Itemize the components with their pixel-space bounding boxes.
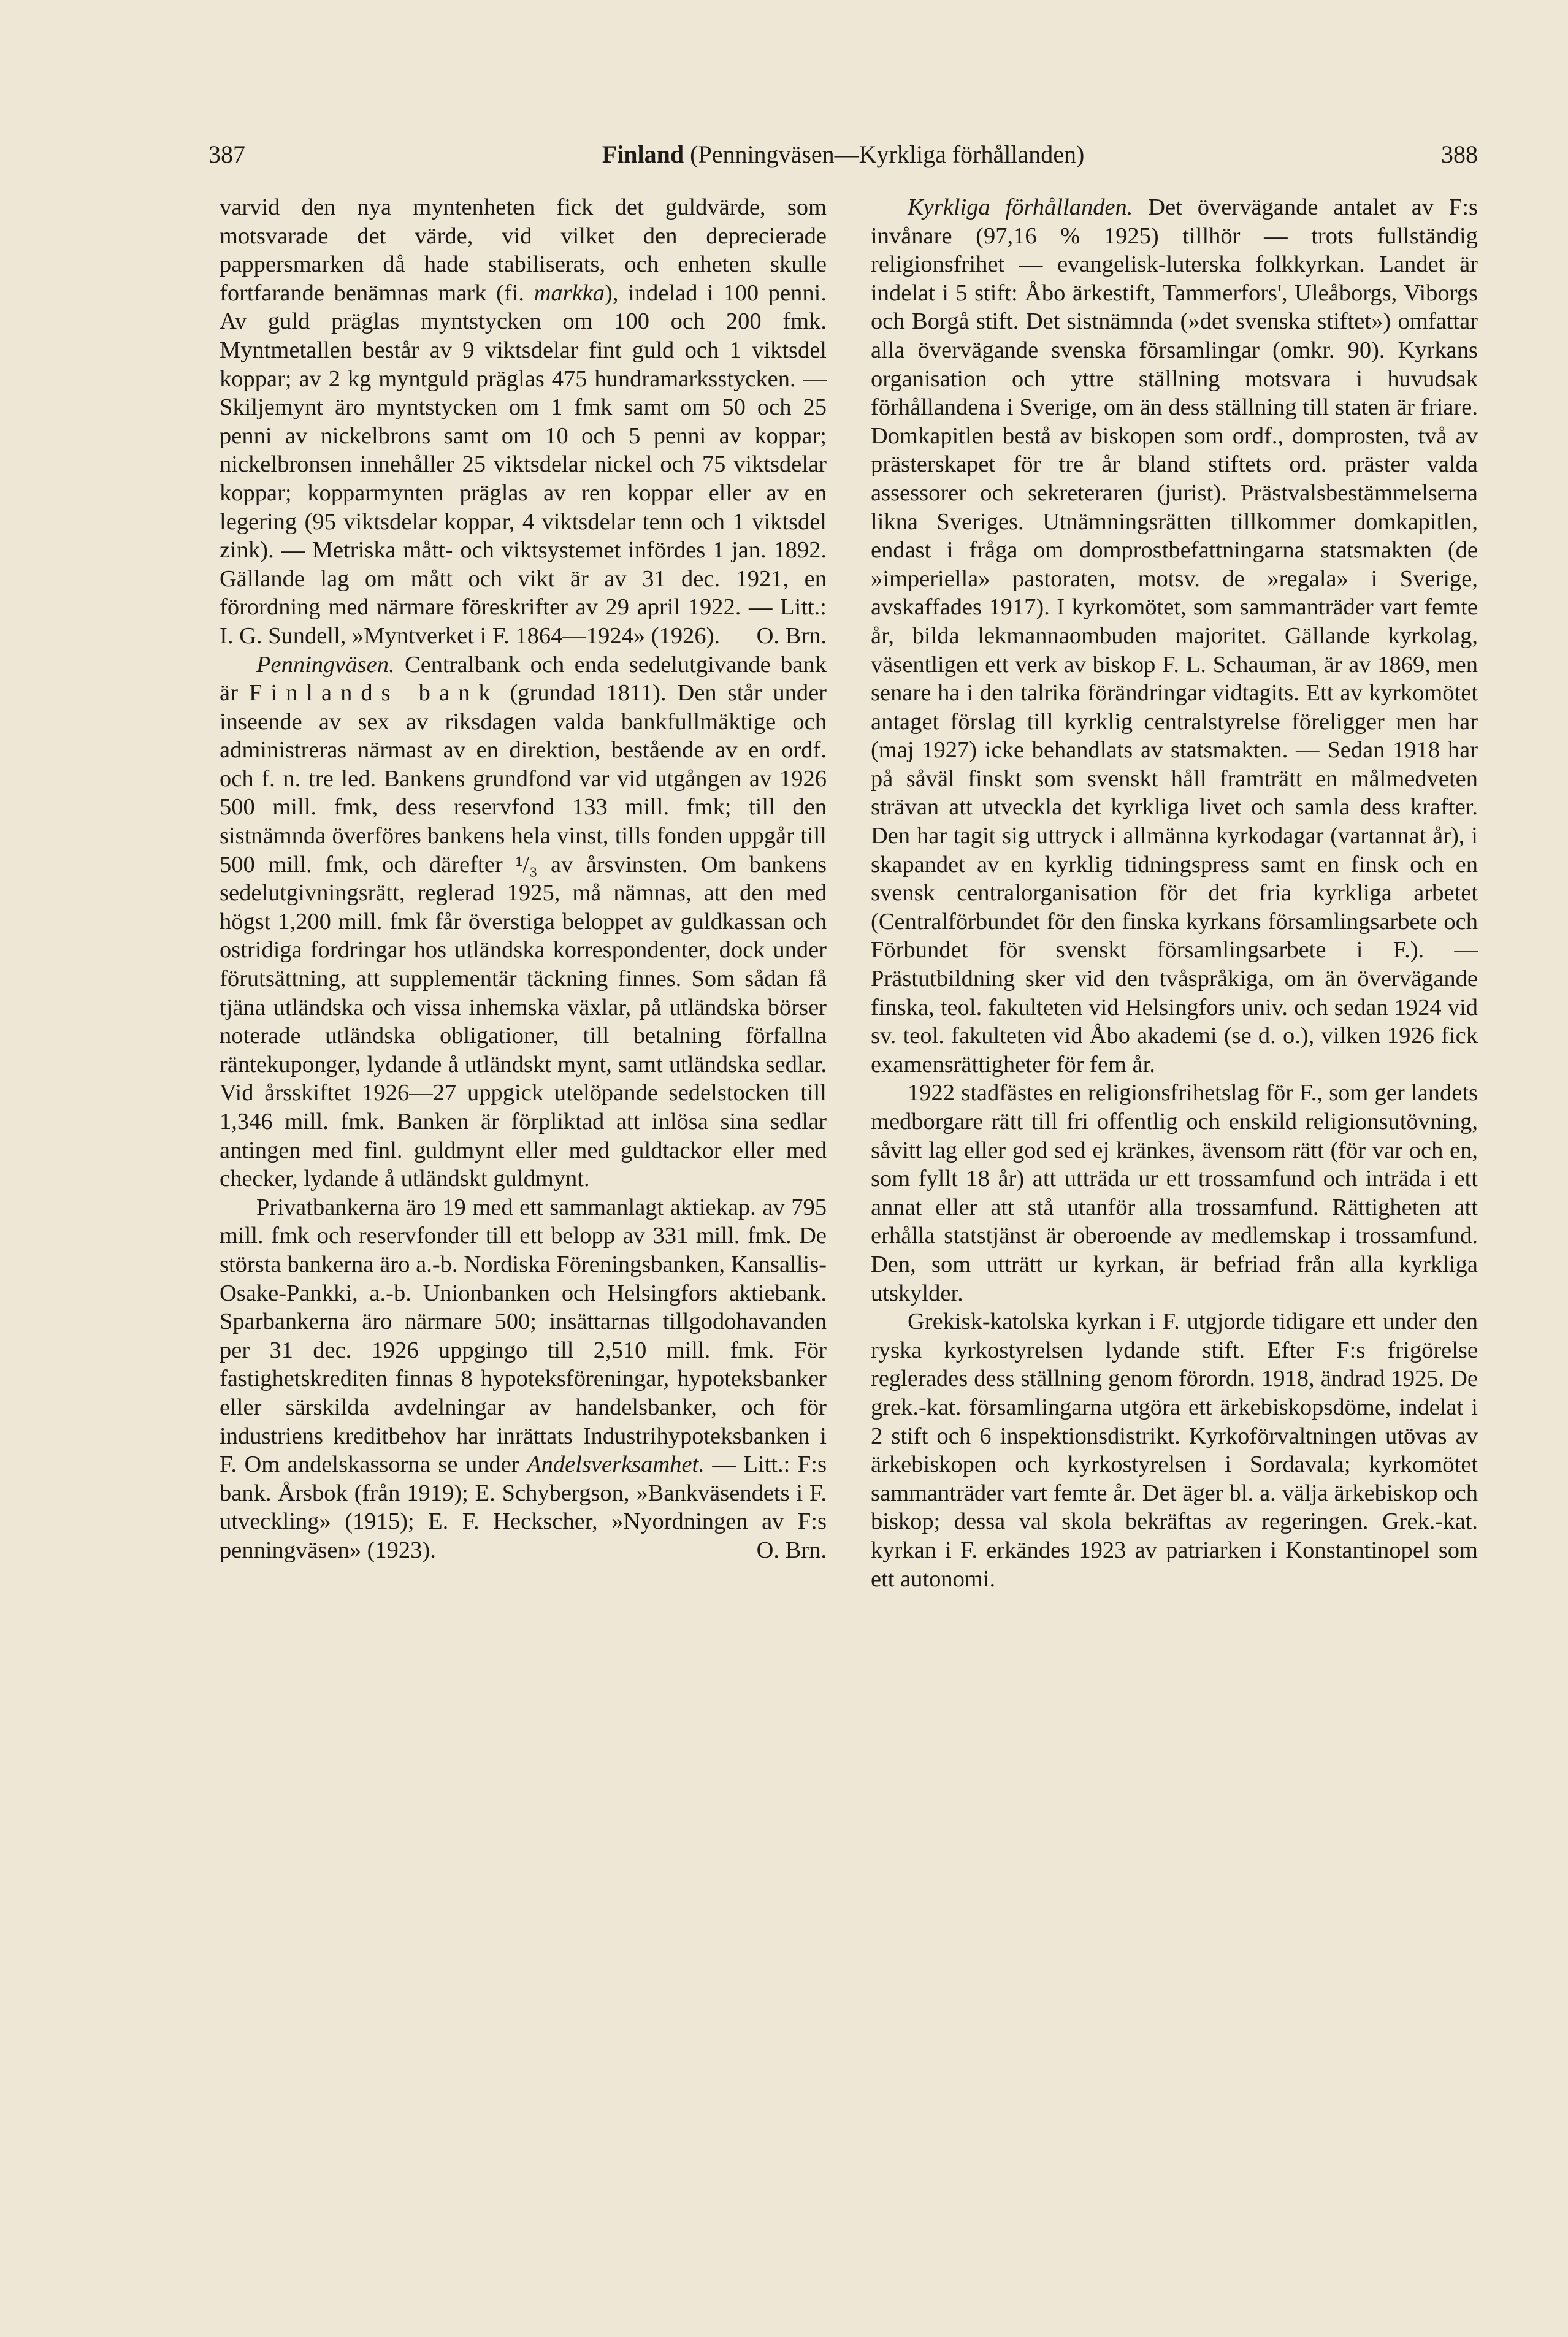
section-heading: Penningväsen.	[256, 651, 395, 678]
page-number-left: 387	[208, 140, 245, 168]
italic-term: markka	[534, 280, 605, 306]
text-run: — Litt.: F:s bank. Årsbok (från 1919); E. Schybergson, »Bankväsendets i F. utveckling» (1915); E. F. Heckscher, »Nyordningen av F:s penningväsen» (1923).	[220, 1452, 827, 1563]
text-run: Centralbank och enda sedelutgivande bank är	[220, 651, 827, 706]
paragraph-religionsfrihet: 1922 stadfästes en religionsfrihetslag för F., som ger landets medborgare rätt till fri offentlig och enskild religionsutövning, såvitt lag eller god sed ej kränkes, ävensom rätt (för var och en, som fyllt 18 år) att utträda ur ett trossamfund och inträda i ett annat eller att stå utanför alla trossamfund. Rättigheten att erhålla statstjänst är oberoende av medlemskap i trossamfund. Den, som utträtt ur kyrkan, är befriad från alla kyrkliga utskylder.	[871, 1080, 1478, 1306]
section-heading: Kyrkliga förhållanden.	[908, 194, 1133, 220]
author-signature: O. Brn.	[756, 1537, 827, 1563]
text-run: ), indelad i 100 penni. Av guld präglas myntstycken om 100 och 200 fmk. Myntmetallen består av 9 viktsdelar fint guld och 1 viktsdel koppar; av 2 kg myntguld präglas 475 hundramarksstycken. — Skiljemynt äro myntstycken om 1 fmk samt om 50 och 25 penni av nickelbrons samt om 10 och 5 penni av koppar; nickelbronsen innehåller 25 viktsdelar nickel och 75 viktsdelar koppar; kopparmynten präglas av ren koppar eller av en legering (95 viktsdelar koppar, 4 viktsdelar tenn och 1 viktsdel zink). — Metriska mått- och viktsystemet infördes 1 jan. 1892. Gällande lag om mått och vikt är av 31 dec. 1921, en förordning med närmare föreskrifter av 29 april 1922. — Litt.: I. G. Sundell, »Myntverket i F. 1864—1924» (1926).	[220, 280, 827, 649]
left-column	[220, 193, 827, 1565]
right-column	[871, 193, 1478, 1593]
paragraph-kyrkliga	[871, 193, 1478, 1079]
running-header	[208, 134, 1478, 177]
cross-reference: Andelsverksamhet.	[527, 1452, 705, 1478]
page-number-right: 388	[1441, 140, 1478, 168]
paragraph-privatbanker	[220, 1193, 827, 1565]
text-run: Privatbankerna äro 19 med ett sammanlagt aktiekap. av 795 mill. fmk och reservfonder till ett belopp av 331 mill. fmk. De största bankerna äro a.-b. Nordiska Föreningsbanken, Kansallis-Osake-Pankki, a.-b. Unionbanken och Helsingfors aktiebank. Sparbankerna äro närmare 500; insättarnas tillgodohavanden per 31 dec. 1926 uppgingo till 2,510 mill. fmk. För fastighetskrediten finnas 8 hypoteksföreningar, hypoteksbanker eller särskilda avdelningar av handelsbanker, och för industriens kreditbehov har inrättats Industrihypoteksbanken i F. Om andelskassorna se under	[220, 1194, 827, 1478]
text-run: varvid den nya myntenheten fick det guldvärde, som motsvarade det värde, vid vilket den deprecierade pappersmarken då hade stabiliserats, och enheten skulle fortfarande benämnas mark (fi.	[220, 194, 827, 306]
text-run: Det övervägande antalet av F:s invånare (97,16 % 1925) tillhör — trots fullständig religionsfrihet — evangelisk-luterska folkkyrkan. Landet är indelat i 5 stift: Åbo ärkestift, Tammerfors', Uleåborgs, Viborgs och Borgå stift. Det sistnämnda (»det svenska stiftet») omfattar alla övervägande svenska församlingar (omkr. 90). Kyrkans organisation och yttre ställning motsvara i huvudsak förhållandena i Sverige, om än dess ställning till staten är friare. Domkapitlen bestå av biskopen som ordf., domprosten, två av prästerskapet för tre år bland stiftets ord. präster valda assessorer och sekreteraren (jurist). Prästvalsbestämmelserna likna Sveriges. Utnämningsrätten tillkommer domkapitlen, endast i fråga om domprostbefattningarna statsmakten (de »imperiella» pastoraten, motsv. de »regala» i Sverige, avskaffades 1917). I kyrkomötet, som sammanträder vart femte år, bilda lekmannaombuden majoritet. Gällande kyrkolag, väsentligen ett verk av biskop F. L. Schauman, är av 1869, men senare ha i den talrika förändringar vidtagits. Ett av kyrkomötet antaget förslag till kyrklig centralstyrelse föreligger men har (maj 1927) icke behandlats av statsmakten. — Sedan 1918 har på såväl finskt som svenskt håll framträtt en målmedveten strävan att utveckla det kyrkliga livet och samla dess krafter. Den har tagit sig uttryck i allmänna kyrkodagar (vartannat år), i skapandet av en kyrklig tidningspress samt en finsk och en svensk centralorganisation för det fria kyrkliga arbetet (Centralförbundet för den finska kyrkans församlingsarbete och Förbundet för svenskt församlingsarbete i F.). — Prästutbildning sker vid den tvåspråkiga, om än övervägande finska, teol. fakulteten vid Helsingfors univ. och sedan 1924 vid sv. teol. fakulteten vid Åbo akademi (se d. o.), vilken 1926 fick examensrättigheter för fem år.	[871, 194, 1478, 1077]
spaced-term: Finlands bank	[248, 680, 499, 706]
running-title	[208, 140, 1478, 169]
author-signature: O. Brn.	[756, 622, 827, 649]
text-run: (grundad 1811). Den står under inseende av sex av riksdagen valda bankfullmäktige och administreras närmast av en direktion, bestående av en ordf. och f. n. tre led. Bankens grundfond var vid utgången av 1926 500 mill. fmk, dess reservfond 133 mill. fmk; till den sistnämnda överföres bankens hela vinst, tills fonden uppgår till 500 mill. fmk, och därefter ¹/₃ av årsvinsten. Om bankens sedelutgivningsrätt, reglerad 1925, må nämnas, att den med högst 1,200 mill. fmk får överstiga beloppet av guldkassan och ostridiga fordringar hos utländska korrespondenter, dock under förutsättning, att supplementär täckning finnes. Som sådan få tjäna utländska och vissa inhemska växlar, på utländska börser noterade utländska obligationer, till betalning förfallna räntekuponger, lydande å utländskt mynt, samt utländska sedlar. Vid årsskiftet 1926—27 uppgick utelöpande sedelstocken till 1,346 mill. fmk. Banken är förpliktad att inlösa sina sedlar antingen med finl. guldmynt eller med guldtackor eller med checker, lydande å utländskt guldmynt.	[220, 680, 827, 1192]
running-title-rest: (Penningväsen—Kyrkliga förhållanden)	[684, 140, 1085, 168]
paragraph-myntenhet	[220, 193, 827, 651]
paragraph-penningvasen	[220, 651, 827, 1193]
running-title-bold: Finland	[602, 140, 684, 168]
paragraph-grekisk-katolska: Grekisk-katolska kyrkan i F. utgjorde tidigare ett under den ryska kyrkostyrelsen lydande stift. Efter F:s frigörelse reglerades dess ställning genom förordn. 1918, ändrad 1925. De grek.-kat. församlingarna utgöra ett ärkebiskopsdöme, indelat i 2 stift och 6 inspektionsdistrikt. Kyrkoförvaltningen utövas av ärkebiskopen och kyrkostyrelsen i Sordavala; kyrkomötet sammanträder vart femte år. Det äger bl. a. välja ärkebiskop och biskop; dessa val skola bekräftas av regeringen. Grek.-kat. kyrkan i F. erkändes 1923 av patriarken i Konstantinopel som ett autonomi.	[871, 1309, 1478, 1592]
